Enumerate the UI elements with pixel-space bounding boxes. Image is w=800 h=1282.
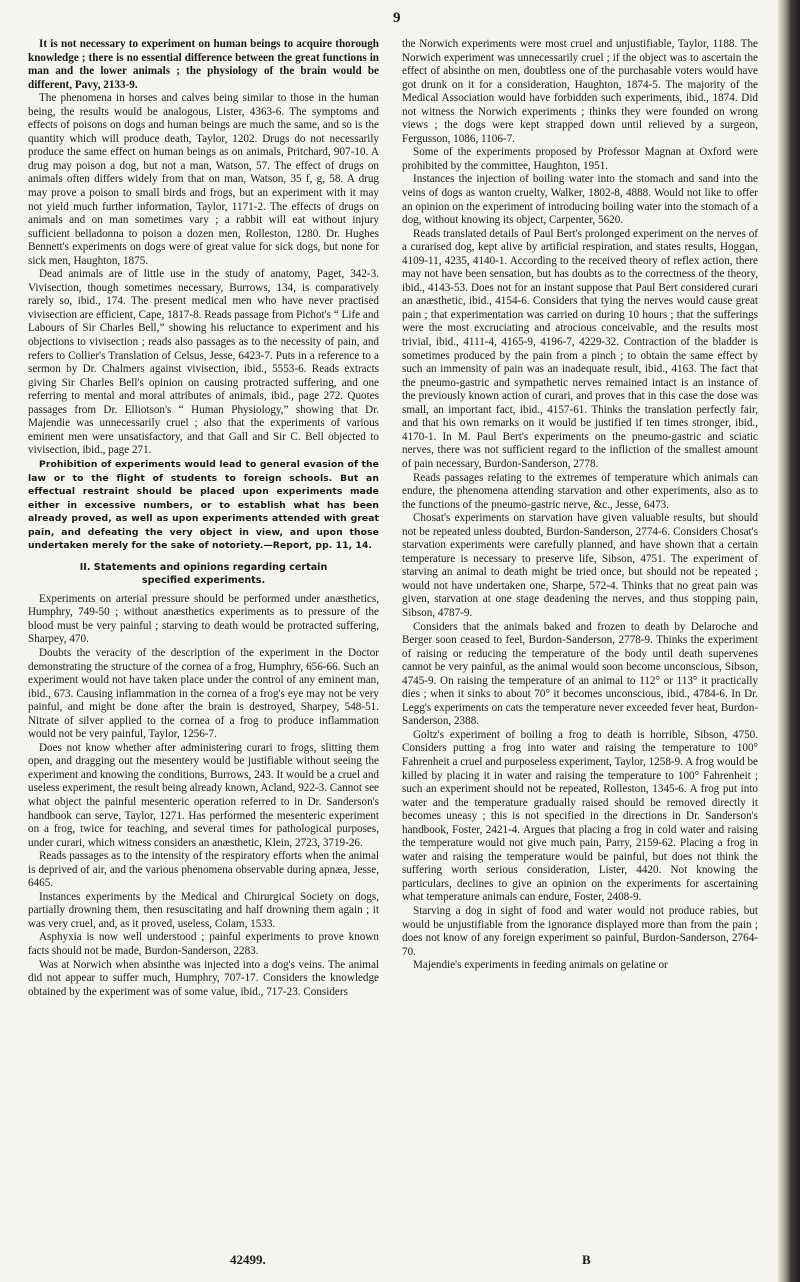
paragraph: Starving a dog in sight of food and water would not produce rabies, but would be unjustifiable from the ignorance displayed more than from the pain ; does not know of any foreign experiment so painful, Burdon-Sanderson, 2764-70. (402, 905, 758, 958)
paragraph: Was at Norwich when absinthe was injected into a dog's veins. The animal did not appear to suffer much, Humphry, 707-17. Considers the knowledge obtained by the experiment was of some value, ibid., 717-23. Considers (28, 958, 379, 998)
signature-mark: B (582, 1252, 591, 1267)
paragraph: Considers that the animals baked and frozen to death by Delaroche and Berger soon ceased to feel, Burdon-Sanderson, 2778-9. Thinks the experiment of raising or reducing the temperature of the body until death supervenes cannot be very painful, as the animal would soon become unconscious, Sibson, 4745-9. On raising the temperature of an animal to 112° or 113° it practically dies ; when it sinks to about 70° it becomes unconscious, ibid., 4784-6. In Dr. Legg's experiments on cats the temperature never exceeded fever heat, Burdon-Sanderson, 2388. (402, 620, 758, 728)
paragraph: Reads translated details of Paul Bert's prolonged experiment on the nerves of a curarised dog, kept alive by artificial respiration, and states results, Hoggan, 4109-11, 4235, 4140-1. According to the received theory of reflex action, there may not have been sensation, but has doubts as to the correctness of the theory, ibid., 4143-53. Does not for an instant suppose that Paul Bert considered curari an anæsthetic, ibid., 4154-6. Considers that tying the nerves would cause great pain ; that experimentation was carried on during 10 hours ; that the sufferings were the most excruciating and atrocious conceivable, and the results most trivial, ibid., 4111-4, 4165-9, 4196-7, 4229-32. Contraction of the bladder is sometimes produced by the pain from a pinch ; to obtain the same effect by such an immensity of pain was an inadequate result, ibid., 4163. The fact that the pneumo-gastric and sympathetic nerves remained intact is an instance of the previously known action of curari, and proves that in this case the dose was small, an important fact, ibid., 4157-61. Thinks the translation perfectly fair, and that his own remarks on it would be justified if ten times stronger, ibid., 4170-1. In M. Paul Bert's experiments on the pneumo-gastric and sciatic nerves, there was not sufficient regard to the infliction of the smallest amount of pain necessary, Burdon-Sanderson, 2778. (402, 227, 758, 470)
paragraph: Experiments on arterial pressure should be performed under anæsthetics, Humphry, 749-50 ; without anæsthetics experiments as to pressure of the blood must be very painful ; starving to death would be protracted suffering, Sharpey, 470. (28, 592, 379, 646)
page-number: 9 (393, 10, 401, 26)
section-title-line: specified experiments. (141, 574, 266, 586)
paragraph: Instances experiments by the Medical and Chirurgical Society on dogs, partially drowning them, then resuscitating and half drowning them again ; it was very cruel, and, as it proved, useless, Colam, 1533. (28, 890, 379, 930)
paragraph: Does not know whether after administering curari to frogs, slitting them open, and dragging out the mesentery would be justifiable without seeing the experiment and knowing the conditions, Burrows, 243. It would be a cruel and useless experiment, the result being already known, Acland, 922-3. Cannot see what object the painful mesenteric operation referred to in Dr. Sanderson's handbook can serve, Taylor, 1271. Has performed the mesenteric experiment on a frog, twice for teaching, and several times for pathological purposes, under curari, which witness considers an anæsthetic, Klein, 2723, 3719-26. (28, 741, 379, 849)
paragraph: Dead animals are of little use in the study of anatomy, Paget, 342-3. Vivisection, though sometimes necessary, Burrows, 134, is comparatively rarely so, ibid., 174. The present medical men who have never practised vivisection are efficient, Cape, 1817-8. Reads passage from Pichot's “ Life and Labours of Sir Charles Bell,” showing his reluctance to experiment and his objections to vivisection ; reads also passages as to the necessity of pain, and refers to Collier's Translation of Celsus, Jesse, 6423-7. Puts in a reference to a sermon by Dr. Chalmers against vivisection, ibid., 5553-6. Reads extracts giving Sir Charles Bell's opinion on causing protracted suffering, and one referring to mental and moral attributes of animals, ibid., page 272. Quotes passages from Dr. Elliotson's “ Human Physiology,” showing that Dr. Majendie was unnecessarily cruel ; also that the experiments of various eminent men were unsatisfactory, and that Gall and Sir C. Bell objected to vivisection, ibid., page 271. (28, 268, 379, 457)
paragraph: Majendie's experiments in feeding animals on gelatine or (413, 959, 668, 972)
paragraph: Instances the injection of boiling water into the stomach and sand into the veins of dogs as wanton cruelty, Walker, 1802-8, 4888. Would not like to offer an opinion on the experiment of introducing boiling water into the stomach of a dog, without knowing its object, Carpenter, 5620. (402, 173, 758, 227)
right-column (402, 38, 758, 973)
page-binding-edge (778, 0, 800, 1282)
paragraph: Reads passages as to the intensity of the respiratory efforts when the animal is deprived of air, and the various phenomena observable during apnæa, Jesse, 6465. (28, 850, 379, 890)
paragraph: Asphyxia is now well understood ; painful experiments to prove known facts should not be made, Burdon-Sanderson, 2283. (28, 931, 379, 957)
left-column (28, 38, 379, 999)
paragraph: Some of the experiments proposed by Professor Magnan at Oxford were prohibited by the committee, Haughton, 1951. (402, 146, 758, 172)
paragraph: Reads passages relating to the extremes of temperature which animals can endure, the phenomena attending starvation and other experiments, also as to the functions of the pneumo-gastric nerve, &c., Jesse, 6473. (402, 471, 758, 511)
footer-code: 42499. (230, 1252, 266, 1267)
lead-paragraph: It is not necessary to experiment on human beings to acquire thorough knowledge ; there is no essential difference between the great functions in man and the lower animals ; the physiology of the brain would be different, Pavy, 2133-9. (28, 38, 379, 91)
paragraph: The phenomena in horses and calves being similar to those in the human being, the results would be analogous, Lister, 4363-6. The symptoms and effects of poisons on dogs and human beings are much the same, and so is the quantity which will produce death, Taylor, 1202. Drugs do not necessarily produce the same effect on human beings as on animals, Pritchard, 907-10. A drug may poison a dog, but not a man, Watson, 57. The effect of drugs on animals often differs widely from that on man, Watson, 35 f, g, 58. A drug may prove a poison to small birds and frogs, but an experiment with it may not yield much further information, Taylor, 1171-2. The effects of drugs on animals and on man sometimes vary ; a rabbit will eat without injury sufficient belladonna to poison a dozen men, Rolleston, 1280. Dr. Hughes Bennett's experiments on dogs were of great value for sick dogs, but none for sick men, Haughton, 1875. (28, 92, 379, 267)
paragraph: Doubts the veracity of the description of the experiment in the Doctor demonstrating the structure of the cornea of a frog, Humphry, 656-66. Such an experiment would not have taken place under the control of any eminent man, ibid., 673. Causing inflammation in the cornea of a frog's eye may not be very painful, and might be done after the brain is destroyed, Sharpey, 548-51. Nitrate of silver applied to the cornea of a frog to produce inflammation would not be very painful, Taylor, 1256-7. (28, 646, 379, 741)
paragraph: the Norwich experiments were most cruel and unjustifiable, Taylor, 1188. The Norwich experiment was unnecessarily cruel ; if the object was to ascertain the effect of absinthe on men, doubtless one of the purchasable voters would have got drunk on it for a consideration, Haughton, 1874-5. The majority of the Medical Association would have forbidden such experiments, ibid., 1874. Did not witness the Norwich experiments ; thinks they were founded on wrong views ; the dogs were kept strapped down until relieved by a surgeon, Fergusson, 1086, 1106-7. (402, 38, 758, 145)
section-title-line: II. Statements and opinions regarding certain (79, 561, 328, 573)
section-title (28, 561, 379, 587)
paragraph: Goltz's experiment of boiling a frog to death is horrible, Sibson, 4750. Considers putting a frog into water and raising the temperature to 100° Fahrenheit a cruel and purposeless experiment, Taylor, 1258-9. A frog would be killed by placing it in water and raising the temperature to 100° Fahrenheit ; such an experiment should not be repeated, Rolleston, 1345-6. A frog put into water and the temperature gradually raised should be removed directly it becomes uneasy ; this is not specified in the directions in Dr. Sanderson's handbook, Foster, 2421-4. Argues that placing a frog in cold water and raising the temperature would not give much pain, Parry, 2159-62. Placing a frog in water and raising the temperature would be painful, but does not think the suffering worth serious consideration, Lister, 4420. Not knowing the particulars, declines to give an opinion on the experiments for ascertaining what temperature animals can endure, Foster, 2408-9. (402, 728, 758, 904)
prohibition-heading: Prohibition of experiments would lead to general evasion of the law or to the flight of students to foreign schools. But an effectual restraint should be placed upon experiments made either in excessive numbers, or to establish what has been already proved, as well as upon experiments attended with great pain, and defeating the very object in view, and upon those undertaken merely for the sake of notoriety.—Report, pp. 11, 14. (28, 458, 379, 552)
paragraph: Chosat's experiments on starvation have given valuable results, but should not be repeated unless doubted, Burdon-Sanderson, 2774-6. Considers Chosat's starvation experiments were carefully planned, and have shown that a certain temperature is necessary to preserve life, Sibson, 4751. The experiment of starving an animal to death might be tried once, but should not be repeated ; would not have undertaken one, Sharpe, 572-4. Thinks that no great pain was given, starvation at one stage deadening the nerves, and thus stopping pain, Sibson, 4787-9. (402, 512, 758, 619)
